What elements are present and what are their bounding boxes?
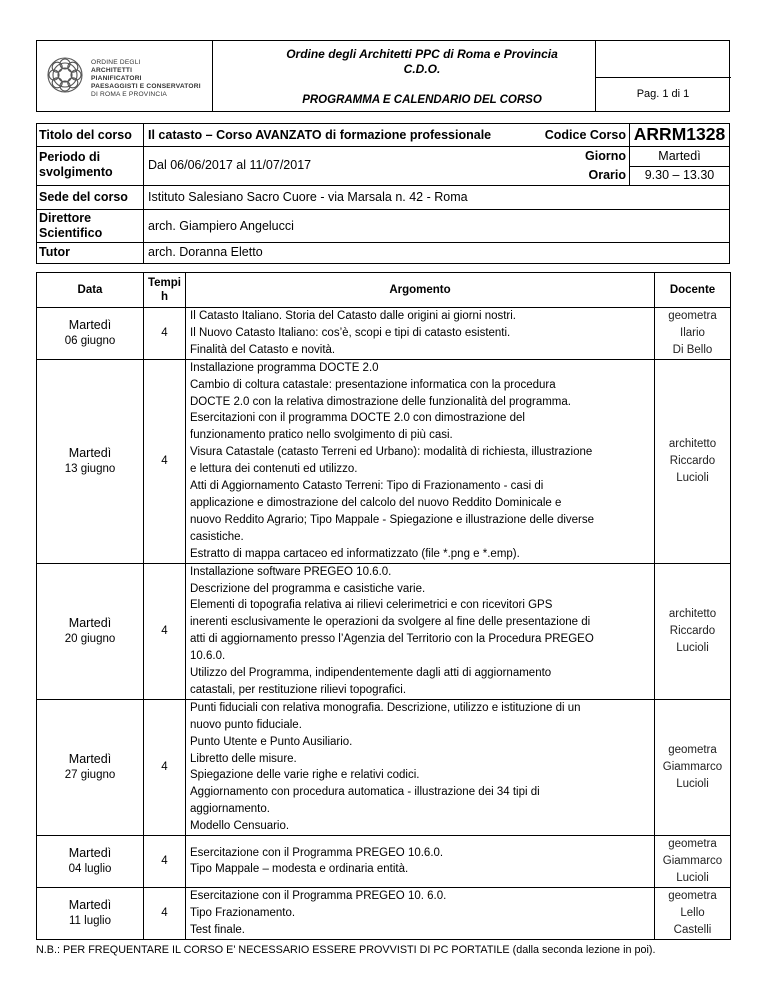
venue-value: Istituto Salesiano Sacro Cuore - via Marsala n. 42 - Roma <box>148 190 468 204</box>
course-code-value: ARRM1328 <box>633 124 726 144</box>
topic-line: Test finale. <box>190 923 245 936</box>
topic-line: nuovo punto fiduciale. <box>190 718 302 731</box>
teacher-line: Lucioli <box>676 871 709 884</box>
director-label: Direttore Scientifico <box>39 211 103 240</box>
topic-line: Esercitazioni con il programma DOCTE 2.0 con dimostrazione del <box>190 412 525 425</box>
topic-line: Tipo Mappale – modesta e ordinaria entità. <box>190 863 409 876</box>
tutor-value: arch. Doranna Eletto <box>148 245 263 259</box>
lesson-date: 27 giugno <box>64 769 116 782</box>
lesson-hours: 4 <box>144 359 186 563</box>
table-row <box>37 359 731 563</box>
director-value: arch. Giampiero Angelucci <box>148 219 294 233</box>
lesson-teacher <box>655 836 731 888</box>
teacher-line: Lucioli <box>676 777 709 790</box>
teacher-line: Riccardo <box>669 454 716 467</box>
teacher-line: Lucioli <box>676 471 709 484</box>
table-row <box>37 836 731 888</box>
table-header-row <box>37 273 731 308</box>
topic-line: nuovo Reddito Agrario; Tipo Mappale - Spiegazione e illustrazione delle diverse <box>190 513 595 526</box>
topic-line: inerenti esclusivamente le operazioni da svolgere al fine delle presentazione di <box>190 616 591 629</box>
table-row <box>37 887 731 939</box>
rosette-logo-icon <box>45 55 85 95</box>
lesson-hours: 4 <box>144 699 186 835</box>
topic-line: Installazione programma DOCTE 2.0 <box>190 361 379 374</box>
header-hours: Tempi h <box>144 273 186 308</box>
order-logo <box>45 53 225 103</box>
document-header <box>36 40 730 112</box>
venue-label: Sede del corso <box>39 190 128 204</box>
teacher-line: Giammarco <box>662 855 723 867</box>
teacher-line: geometra <box>668 838 717 851</box>
topic-line: catastali, per restituzione rilievi topografici. <box>190 683 407 696</box>
lesson-day: Martedì <box>68 846 112 861</box>
topic-line: Aggiornamento con procedura automatica - illustrazione dei 34 tipi di <box>190 786 540 799</box>
course-title-label: Titolo del corso <box>39 128 132 142</box>
lesson-date: 13 giugno <box>64 463 116 476</box>
logo-line: DI ROMA E PROVINCIA <box>91 91 167 98</box>
teacher-line: Lello <box>680 906 705 919</box>
lesson-teacher <box>655 887 731 939</box>
teacher-line: geometra <box>668 310 717 322</box>
lesson-hours: 4 <box>144 836 186 888</box>
schedule-table <box>36 272 731 940</box>
topic-line: Elementi di topografia relativa ai rilievi celerimetrici e con ricevitori GPS <box>190 599 553 612</box>
lesson-teacher <box>655 308 731 360</box>
lesson-topic <box>186 887 655 939</box>
topic-line: Tipo Frazionamento. <box>190 906 296 919</box>
lesson-day: Martedì <box>68 446 112 461</box>
time-label: Orario <box>588 168 626 182</box>
topic-line: Installazione software PREGEO 10.6.0. <box>190 565 392 578</box>
lesson-teacher <box>655 359 731 563</box>
org-department: C.D.O. <box>403 62 441 76</box>
topic-line: DOCTE 2.0 con la relativa dimostrazione delle funzionalità del programma. <box>190 395 571 408</box>
header-teacher: Docente <box>655 273 731 308</box>
teacher-line: geometra <box>668 744 717 757</box>
lesson-day: Martedì <box>68 898 112 913</box>
topic-line: Atti di Aggiornamento Catasto Terreni: Tipo di Frazionamento - casi di <box>190 480 544 493</box>
topic-line: Libretto delle misure. <box>190 752 297 765</box>
page-number: Pag. 1 di 1 <box>636 88 690 100</box>
topic-line: Visura Catastale (catasto Terreni ed Urbano): modalità di richiesta, illustrazione <box>190 446 593 459</box>
lesson-teacher <box>655 699 731 835</box>
lesson-topic <box>186 359 655 563</box>
lesson-day: Martedì <box>68 616 112 631</box>
header-date: Data <box>37 273 144 308</box>
logo-line: PAESAGGISTI E CONSERVATORI <box>91 83 201 90</box>
logo-line: PIANIFICATORI <box>91 75 142 82</box>
topic-line: Modello Censuario. <box>190 820 290 833</box>
day-label: Giorno <box>585 149 626 163</box>
topic-line: Il Nuovo Catasto Italiano: cos’è, scopi e tipi di catasto esistenti. <box>190 326 511 339</box>
lesson-hours: 4 <box>144 308 186 360</box>
topic-line: Il Catasto Italiano. Storia del Catasto dalle origini ai giorni nostri. <box>190 310 517 322</box>
lesson-date: 06 giugno <box>64 335 116 348</box>
topic-line: aggiornamento. <box>190 803 270 816</box>
lesson-topic <box>186 836 655 888</box>
document-title: PROGRAMMA E CALENDARIO DEL CORSO <box>302 94 542 106</box>
lesson-date: 11 luglio <box>69 915 111 928</box>
lesson-date: 20 giugno <box>64 633 116 646</box>
teacher-line: Ilario <box>680 326 705 339</box>
logo-line: ORDINE DEGLI <box>91 59 141 66</box>
lesson-hours: 4 <box>144 887 186 939</box>
table-row <box>37 699 731 835</box>
topic-line: Spiegazione delle varie righe e relativi codici. <box>190 769 420 782</box>
topic-line: funzionamento pratico nello svolgimento di più casi. <box>190 429 453 442</box>
teacher-line: Riccardo <box>669 624 716 637</box>
day-value: Martedì <box>658 149 701 163</box>
topic-line: Esercitazione con il Programma PREGEO 10.6.0. <box>190 846 444 859</box>
topic-line: 10.6.0. <box>190 650 226 663</box>
lesson-day: Martedì <box>68 752 112 767</box>
lesson-teacher <box>655 563 731 699</box>
header-topic: Argomento <box>186 273 655 308</box>
lesson-hours: 4 <box>144 563 186 699</box>
topic-line: e lettura dei contenuti ed utilizzo. <box>190 463 358 476</box>
topic-line: applicazione e dimostrazione del calcolo del nuovo Reddito Dominicale e <box>190 496 562 509</box>
teacher-line: geometra <box>668 889 717 902</box>
topic-line: Descrizione del programma e casistiche varie. <box>190 582 426 595</box>
topic-line: Finalità del Catasto e novità. <box>190 343 336 356</box>
topic-line: Estratto di mappa cartaceo ed informatizzato (file *.png e *.emp). <box>190 547 520 560</box>
org-name: Ordine degli Architetti PPC di Roma e Provincia <box>286 47 558 61</box>
footnote: N.B.: PER FREQUENTARE IL CORSO E' NECESSARIO ESSERE PROVVISTI DI PC PORTATILE (dalla seconda lezione in poi). <box>36 944 656 956</box>
topic-line: Punti fiduciali con relativa monografia. Descrizione, utilizzo e istituzione di un <box>190 701 581 714</box>
tutor-label: Tutor <box>39 245 71 259</box>
lesson-date: 04 luglio <box>68 863 112 876</box>
topic-line: atti di aggiornamento presso l’Agenzia del Territorio con la Procedura PREGEO <box>190 633 594 646</box>
period-label: Periodo di svolgimento <box>39 150 113 179</box>
teacher-line: Lucioli <box>676 641 709 654</box>
topic-line: Utilizzo del Programma, indipendentemente dagli atti di aggiornamento <box>190 667 552 680</box>
teacher-line: architetto <box>668 607 717 620</box>
teacher-line: Di Bello <box>672 343 713 356</box>
table-row <box>37 563 731 699</box>
table-row <box>37 308 731 360</box>
lesson-day: Martedì <box>68 318 112 333</box>
teacher-line: Giammarco <box>662 761 723 774</box>
lesson-topic <box>186 699 655 835</box>
lesson-topic <box>186 563 655 699</box>
topic-line: Punto Utente e Punto Ausiliario. <box>190 735 353 748</box>
topic-line: casistiche. <box>190 530 244 543</box>
teacher-line: Castelli <box>673 923 712 936</box>
time-value: 9.30 – 13.30 <box>644 168 715 182</box>
period-value: Dal 06/06/2017 al 11/07/2017 <box>148 158 312 172</box>
topic-line: Esercitazione con il Programma PREGEO 10. 6.0. <box>190 889 447 902</box>
topic-line: Cambio di coltura catastale: presentazione informatica con la procedura <box>190 378 556 391</box>
course-title-value: Il catasto – Corso AVANZATO di formazione professionale <box>148 128 492 142</box>
teacher-line: architetto <box>668 437 717 450</box>
logo-line: ARCHITETTI <box>91 67 133 74</box>
lesson-topic <box>186 308 655 360</box>
course-code-label: Codice Corso <box>544 128 626 142</box>
